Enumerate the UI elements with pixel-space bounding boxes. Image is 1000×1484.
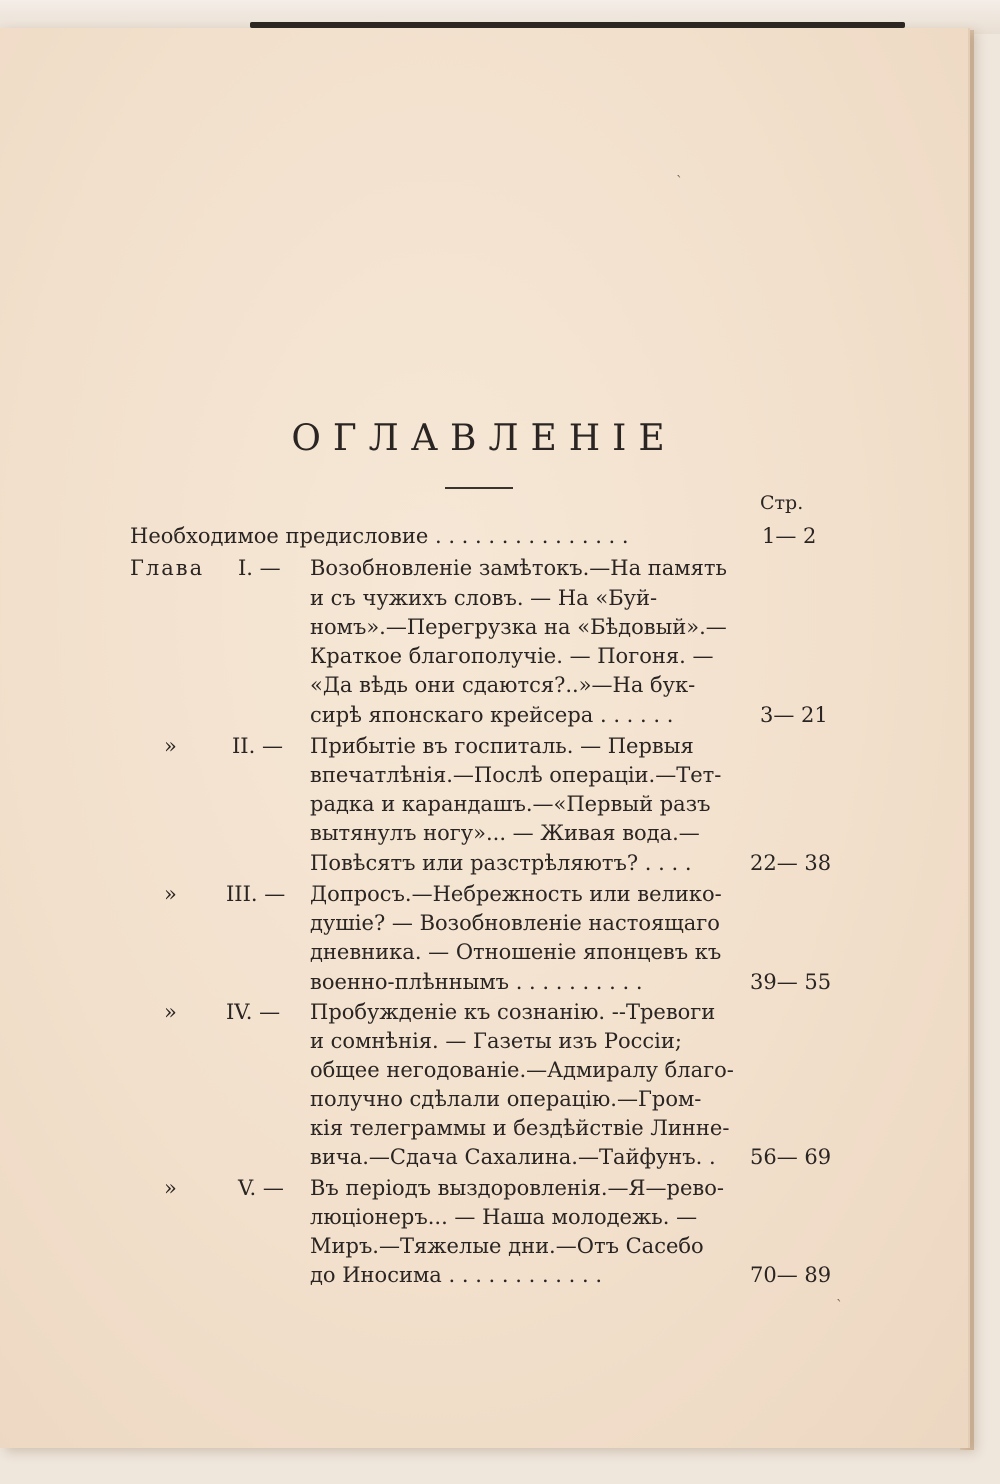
chapter-line: Въ перiодъ выздоровленiя.—Я—рево- xyxy=(310,1176,724,1200)
chapter-prefix: » xyxy=(164,1000,177,1024)
chapter-line: военно-плѣннымъ . . . . . . . . . . xyxy=(310,970,643,994)
chapter-line: Краткое благополучiе. — Погоня. — xyxy=(310,644,714,668)
chapter-line: вича.—Сдача Сахалина.—Тайфунъ. . xyxy=(310,1145,716,1169)
chapter-line: Пробужденiе къ сознанiю. --Тревоги xyxy=(310,1000,716,1024)
chapter-pages: 3— 21 xyxy=(760,703,828,727)
chapter-line: Возобновленiе замѣтокъ.—На память xyxy=(310,556,727,580)
chapter-prefix: » xyxy=(164,734,177,758)
page-title: ОГЛАВЛЕНIЕ xyxy=(291,418,677,459)
toc-preface-pages: 1— 2 xyxy=(762,524,817,548)
chapter-line: и сомнѣнiя. — Газеты изъ Россiи; xyxy=(310,1029,682,1053)
chapter-line: Повѣсятъ или разстрѣляютъ? . . . . xyxy=(310,851,692,875)
toc-preface-line: Необходимое предисловие . . . . . . . . . . . . . . . xyxy=(130,524,629,548)
chapter-pages: 22— 38 xyxy=(750,851,832,875)
chapter-line: общее негодованiе.—Адмиралу благо- xyxy=(310,1058,734,1082)
chapter-line: душiе? — Возобновленiе настоящаго xyxy=(310,911,720,935)
chapter-line: кiя телеграммы и бездѣйствiе Линне- xyxy=(310,1116,730,1140)
chapter-number: II. — xyxy=(232,734,283,758)
chapter-pages: 56— 69 xyxy=(750,1145,832,1169)
chapter-prefix: » xyxy=(164,1176,177,1200)
chapter-line: люцiонеръ... — Наша молодежь. — xyxy=(310,1205,698,1229)
chapter-line: «Да вѣдь они сдаются?..»—На бук- xyxy=(310,673,696,697)
chapter-number: V. — xyxy=(238,1176,284,1200)
chapter-pages: 70— 89 xyxy=(750,1263,832,1287)
page-column-label: Стр. xyxy=(760,492,804,514)
chapter-pages: 39— 55 xyxy=(750,970,832,994)
chapter-line: Прибытiе въ госпиталь. — Первыя xyxy=(310,734,694,758)
chapter-line: Миръ.—Тяжелые дни.—Отъ Сасебо xyxy=(310,1234,704,1258)
chapter-prefix: » xyxy=(164,882,177,906)
chapter-number: IV. — xyxy=(226,1000,281,1024)
chapter-prefix: Глава xyxy=(130,556,205,580)
paper-speck: ˋ xyxy=(676,174,683,190)
chapter-line: Допросъ.—Небрежность или велико- xyxy=(310,882,722,906)
chapter-line: и съ чужихъ словъ. — На «Буй- xyxy=(310,586,658,610)
chapter-line: вытянулъ ногу»... — Живая вода.— xyxy=(310,821,700,845)
chapter-line: сирѣ японскаго крейсера . . . . . . xyxy=(310,703,674,727)
chapter-line: до Иносима . . . . . . . . . . . . xyxy=(310,1263,603,1287)
chapter-line: впечатлѣнiя.—Послѣ операцiи.—Тет- xyxy=(310,763,722,787)
chapter-line: радка и карандашъ.—«Первый разъ xyxy=(310,792,711,816)
chapter-line: дневника. — Отношенiе японцевъ къ xyxy=(310,940,722,964)
chapter-number: III. — xyxy=(226,882,286,906)
chapter-number: I. — xyxy=(238,556,281,580)
paper-speck: ˋ xyxy=(836,1298,843,1314)
chapter-line: номъ».—Перегрузка на «Бѣдовый».— xyxy=(310,615,727,639)
chapter-line: получно сдѣлали операцiю.—Гром- xyxy=(310,1087,702,1111)
